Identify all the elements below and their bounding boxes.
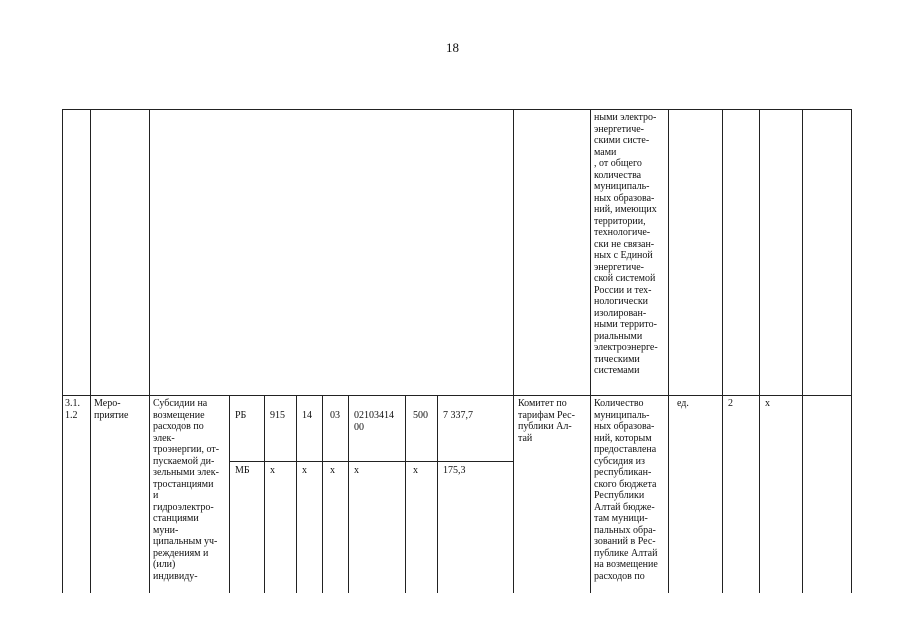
indicator-value: 2 <box>728 398 733 409</box>
funding-pr-rb: 03 <box>330 410 340 421</box>
funding-source-mb: МБ <box>235 465 250 476</box>
row-type: Меро- приятие <box>94 398 129 421</box>
funding-csr-mb: х <box>354 465 359 476</box>
row-name: Субсидии на возмещение расходов по элек- троэнергии, от- пускаемой ди- зельными элек- тростанциями и гидроэлектро- станциями муни- ципальным уч- реждениям и (или) индивиду- <box>153 398 220 582</box>
funding-grbs-rb: 915 <box>270 410 285 421</box>
indicator-name: Количество муниципаль- ных образова- ний, которым предоставлена субсидия из республикан- ского бюджета Республики Алтай бюдже- там муници- пальных обра- зований в Рес- публике Алтай на возмещение расходов по <box>594 398 658 582</box>
funding-csr-rb: 02103414 00 <box>354 410 394 433</box>
indicator-mark: х <box>765 398 770 409</box>
funding-grbs-mb: х <box>270 465 275 476</box>
unit-of-measure: ед. <box>677 398 689 409</box>
funding-rz-mb: х <box>302 465 307 476</box>
funding-vr-rb: 500 <box>413 410 428 421</box>
row-number: 3.1. 1.2 <box>65 398 80 421</box>
funding-rz-rb: 14 <box>302 410 312 421</box>
responsible-executor: Комитет по тарифам Рес- публики Ал- тай <box>518 398 575 444</box>
funding-amount-rb: 7 337,7 <box>443 410 473 421</box>
funding-amount-mb: 175,3 <box>443 465 466 476</box>
funding-vr-mb: х <box>413 465 418 476</box>
funding-source-rb: РБ <box>235 410 247 421</box>
indicator-continuation: ными электро- энергетиче- скими систе- мами , от общего количества муниципаль- ных образова- ний, имеющих территории, технологиче- ски не связан- ных с Единой энергетиче- ской системой России и тех- нологически изолирован- ными террито- риальными электроэнерге- тическими системами <box>594 112 658 376</box>
funding-pr-mb: х <box>330 465 335 476</box>
page-number: 18 <box>446 40 459 55</box>
